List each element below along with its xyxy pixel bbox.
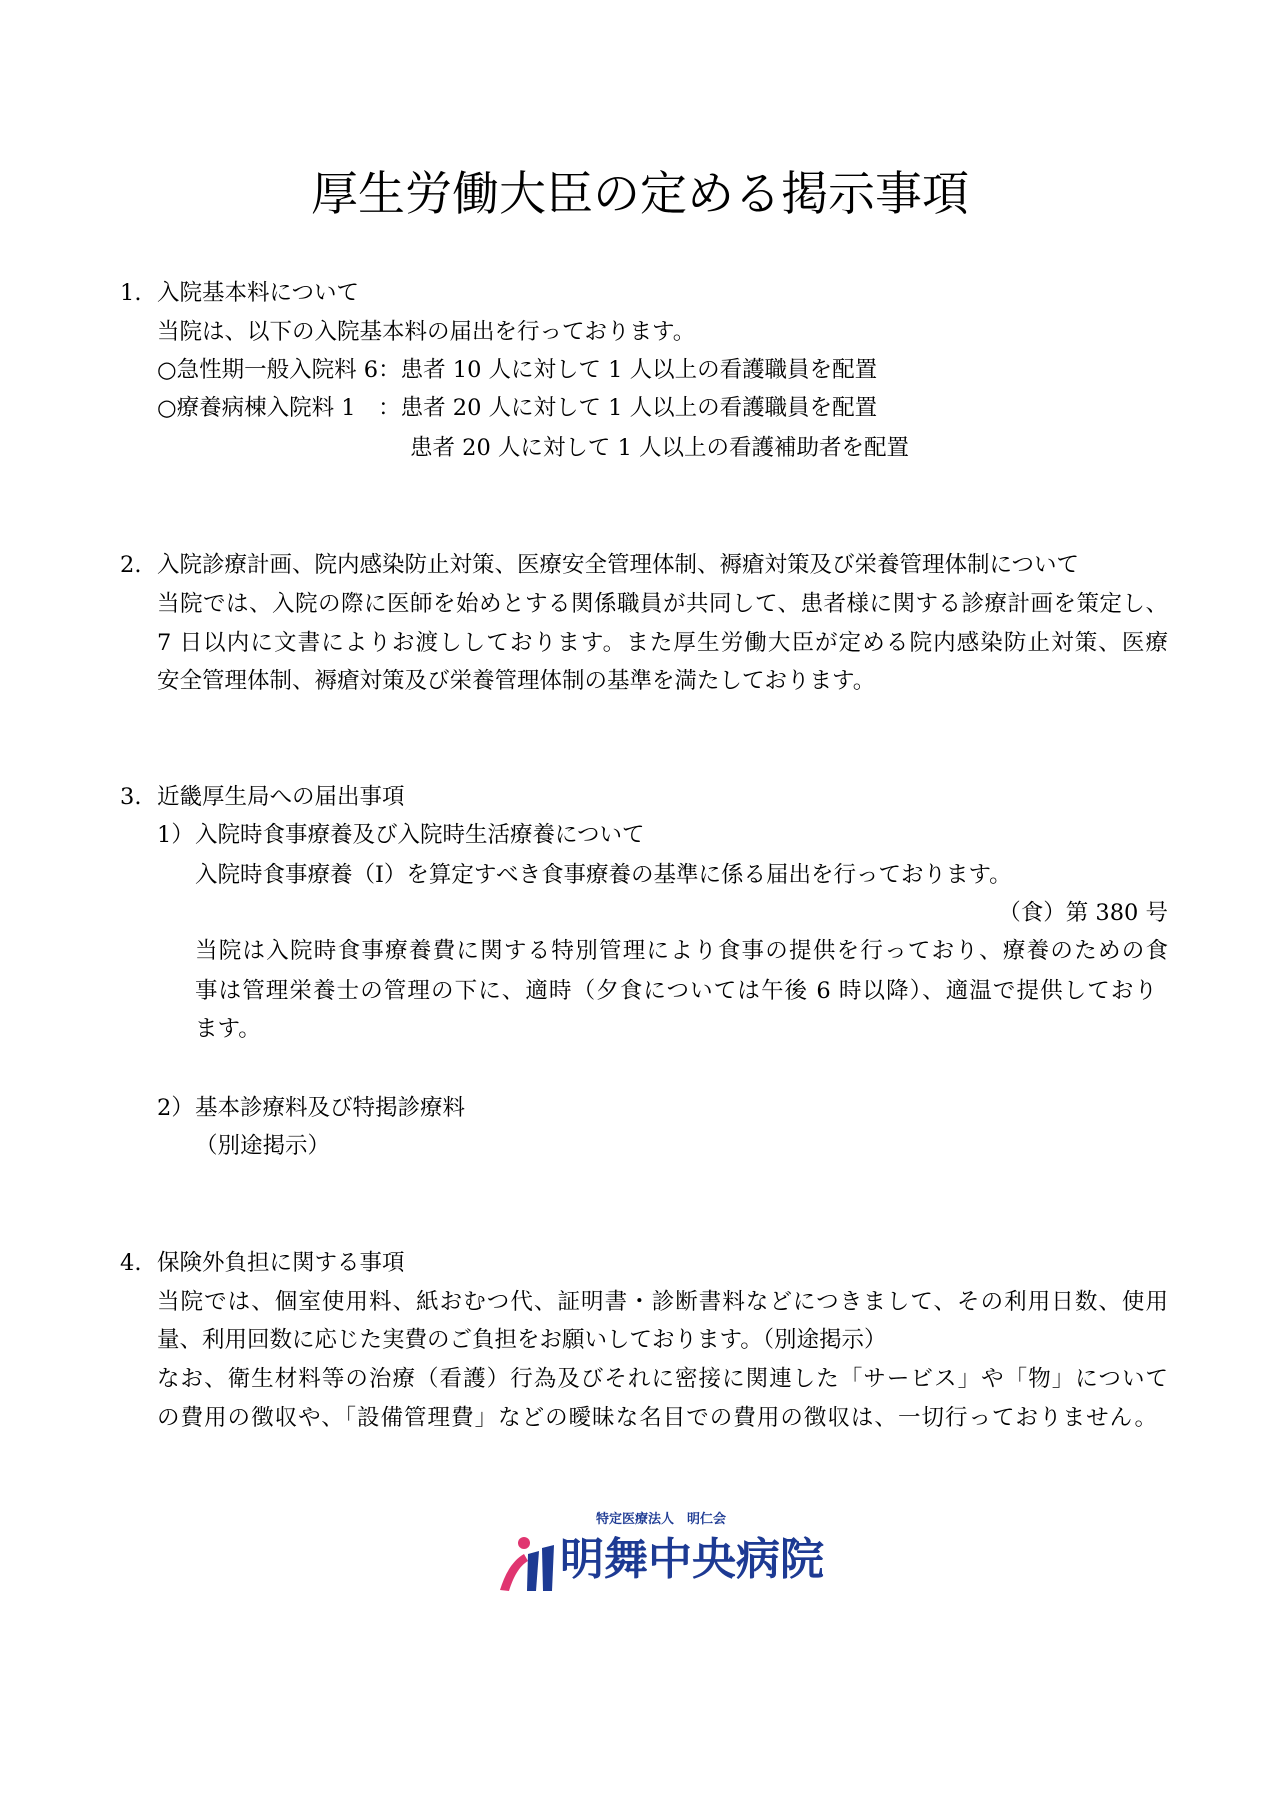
body-line: 事は管理栄養士の管理の下に、適時（夕食については午後 6 時以降）、適温で提供しており <box>195 978 1157 1004</box>
body-line: 安全管理体制、褥瘡対策及び栄養管理体制の基準を満たしております。 <box>157 668 876 694</box>
body-line: 当院では、個室使用料、紙おむつ代、証明書・診断書料などにつきまして、その利用日数、使用 <box>157 1289 1168 1315</box>
subsection-heading: 基本診療料及び特掲診療料 <box>195 1095 466 1121</box>
hospital-logo <box>497 1506 837 1598</box>
body-line: 量、利用回数に応じた実費のご負担をお願いしております。（別途掲示） <box>157 1327 887 1353</box>
section-heading: 保険外負担に関する事項 <box>157 1250 405 1276</box>
section-number: 2. <box>120 552 142 578</box>
section-number: 4. <box>120 1250 142 1276</box>
section-heading: 入院診療計画、院内感染防止対策、医療安全管理体制、褥瘡対策及び栄養管理体制について <box>157 552 1080 578</box>
body-line: の費用の徴収や、「設備管理費」などの曖昧な名目での費用の徴収は、一切行っておりません。 <box>157 1405 1157 1431</box>
section-number: 1. <box>120 280 142 306</box>
body-line: 7 日以内に文書によりお渡ししております。また厚生労働大臣が定める院内感染防止対策、医療 <box>157 630 1168 656</box>
page-title: 厚生労働大臣の定める掲示事項 <box>311 167 969 222</box>
hospital-name: 明舞中央病院 <box>560 1534 824 1585</box>
subsection-number: 1） <box>157 822 194 848</box>
registration-number: （食）第 380 号 <box>998 900 1168 926</box>
section-intro: 当院は、以下の入院基本料の届出を行っております。 <box>157 319 696 345</box>
section-heading: 入院基本料について <box>157 280 360 306</box>
fee-item: ○急性期一般入院料 6：患者 10 人に対して 1 人以上の看護職員を配置 <box>157 357 878 383</box>
subsection-heading: 入院時食事療養及び入院時生活療養について <box>195 822 645 848</box>
body-line: 当院は入院時食事療養費に関する特別管理により食事の提供を行っており、療養のための食 <box>195 938 1168 964</box>
body-line: 入院時食事療養（Ⅰ）を算定すべき食事療養の基準に係る届出を行っております。 <box>195 862 1012 888</box>
corporation-name: 特定医療法人 明仁会 <box>596 1512 727 1527</box>
body-line: （別途掲示） <box>195 1133 331 1159</box>
body-line: ます。 <box>195 1016 261 1042</box>
hospital-logo-icon <box>497 1534 559 1592</box>
subsection-number: 2） <box>157 1095 194 1121</box>
body-line: 当院では、入院の際に医師を始めとする関係職員が共同して、患者様に関する診療計画を策定し、 <box>157 591 1168 617</box>
fee-item: ○療養病棟入院料 1 ：患者 20 人に対して 1 人以上の看護職員を配置 <box>157 395 878 421</box>
section-heading: 近畿厚生局への届出事項 <box>157 784 405 810</box>
fee-item-continuation: 患者 20 人に対して 1 人以上の看護補助者を配置 <box>410 435 910 461</box>
section-number: 3. <box>120 784 142 810</box>
body-line: なお、衛生材料等の治療（看護）行為及びそれに密接に関連した「サービス」や「物」について <box>157 1366 1168 1392</box>
